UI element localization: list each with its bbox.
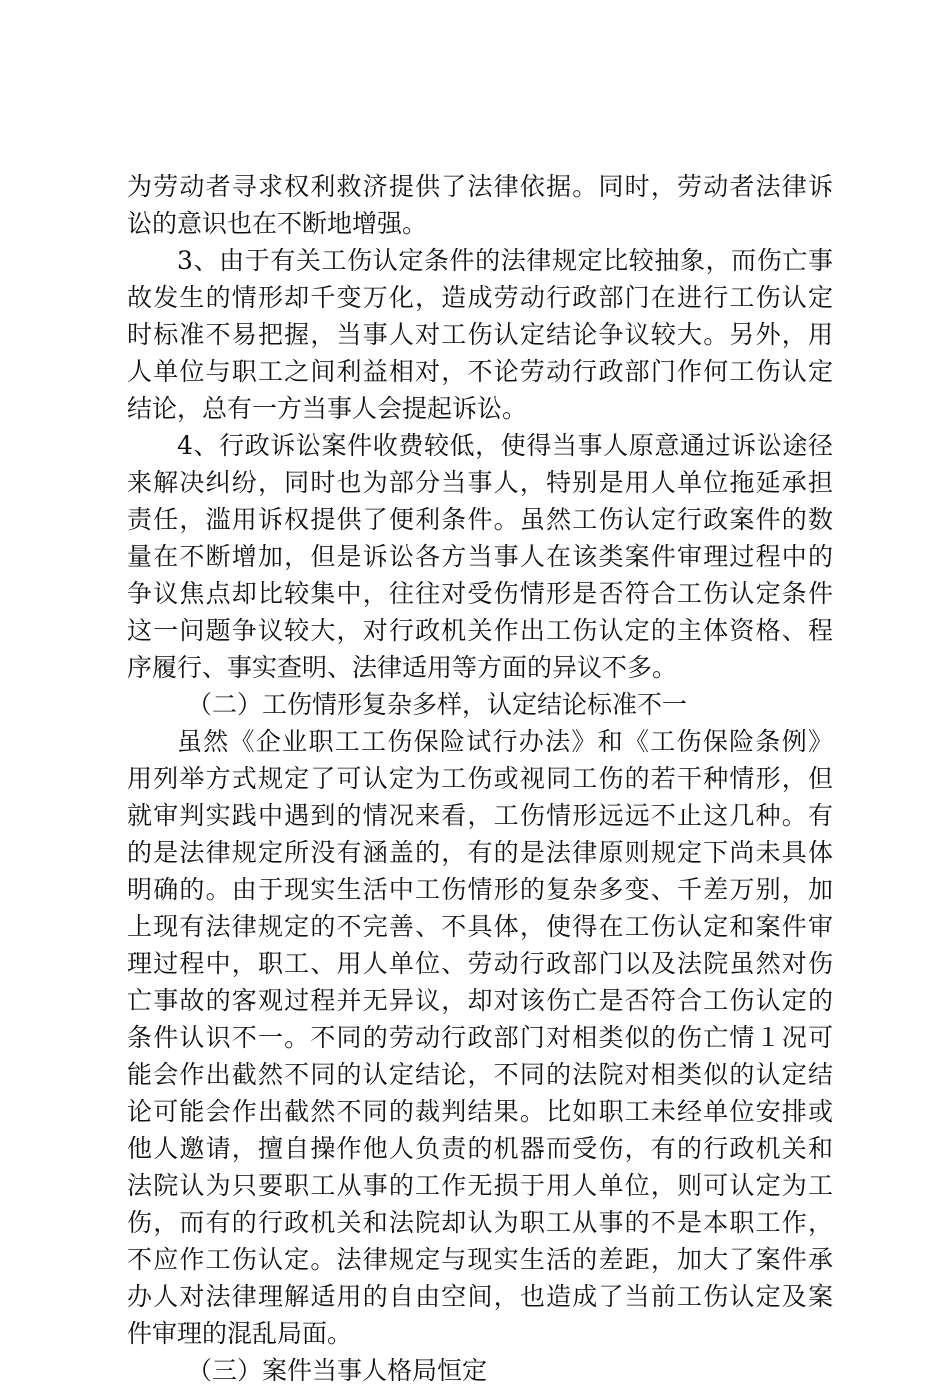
text-line: 能会作出截然不同的认定结论，不同的法院对相类似的认定结 <box>127 1060 833 1089</box>
text-line: 办人对法律理解适用的自由空间，也造成了当前工伤认定及案 <box>127 1282 833 1311</box>
text-line: 故发生的情形却千变万化，造成劳动行政部门在进行工伤认定 <box>127 283 833 312</box>
text-line: 条件认识不一。不同的劳动行政部门对相类似的伤亡情１况可 <box>127 1023 833 1052</box>
text-line: 亡事故的客观过程并无异议，却对该伤亡是否符合工伤认定的 <box>127 986 833 1015</box>
paragraph-4-start: 4、行政诉讼案件收费较低，使得当事人原意通过诉讼途径 <box>177 431 833 460</box>
text-line: 理过程中，职工、用人单位、劳动行政部门以及法院虽然对伤 <box>127 949 833 978</box>
text-line: 不应作工伤认定。法律规定与现实生活的差距，加大了案件承 <box>127 1245 833 1274</box>
text-line: 这一问题争议较大，对行政机关作出工伤认定的主体资格、程 <box>127 616 833 645</box>
paragraph-3-start: 3、由于有关工伤认定条件的法律规定比较抽象，而伤亡事 <box>177 246 833 275</box>
text-line: 序履行、事实查明、法律适用等方面的异议不多。 <box>127 653 678 682</box>
paragraph-start: 虽然《企业职工工伤保险试行办法》和《工伤保险条例》 <box>177 727 833 756</box>
text-line: 上现有法律规定的不完善、不具体，使得在工伤认定和案件审 <box>127 912 833 941</box>
text-line: 时标准不易把握，当事人对工伤认定结论争议较大。另外，用 <box>127 320 833 349</box>
text-line: 论可能会作出截然不同的裁判结果。比如职工未经单位安排或 <box>127 1097 833 1126</box>
text-line: 为劳动者寻求权利救济提供了法律依据。同时，劳动者法律诉 <box>127 172 833 201</box>
text-line: 用列举方式规定了可认定为工伤或视同工伤的若干种情形，但 <box>127 764 833 793</box>
text-line: 来解决纠纷，同时也为部分当事人，特别是用人单位拖延承担 <box>127 468 833 497</box>
text-line: 讼的意识也在不断地增强。 <box>127 209 428 238</box>
section-heading-3: （三）案件当事人格局恒定 <box>187 1356 488 1385</box>
text-line: 明确的。由于现实生活中工伤情形的复杂多变、千差万别，加 <box>127 875 833 904</box>
text-line: 法院认为只要职工从事的工作无损于用人单位，则可认定为工 <box>127 1171 833 1200</box>
text-line: 件审理的混乱局面。 <box>127 1319 353 1348</box>
text-line: 他人邀请，擅自操作他人负责的机器而受伤，有的行政机关和 <box>127 1134 833 1163</box>
text-line: 责任，滥用诉权提供了便利条件。虽然工伤认定行政案件的数 <box>127 505 833 534</box>
text-line: 量在不断增加，但是诉讼各方当事人在该类案件审理过程中的 <box>127 542 833 571</box>
document-body <box>127 168 833 1389</box>
text-line: 结论，总有一方当事人会提起诉讼。 <box>127 394 528 423</box>
section-heading-2: （二）工伤情形复杂多样，认定结论标准不一 <box>187 690 688 719</box>
text-line: 的是法律规定所没有涵盖的，有的是法律原则规定下尚未具体 <box>127 838 833 867</box>
text-line: 人单位与职工之间利益相对，不论劳动行政部门作何工伤认定 <box>127 357 833 386</box>
text-line: 争议焦点却比较集中，往往对受伤情形是否符合工伤认定条件 <box>127 579 833 608</box>
text-line: 伤，而有的行政机关和法院却认为职工从事的不是本职工作， <box>127 1208 833 1237</box>
text-line: 就审判实践中遇到的情况来看，工伤情形远远不止这几种。有 <box>127 801 833 830</box>
